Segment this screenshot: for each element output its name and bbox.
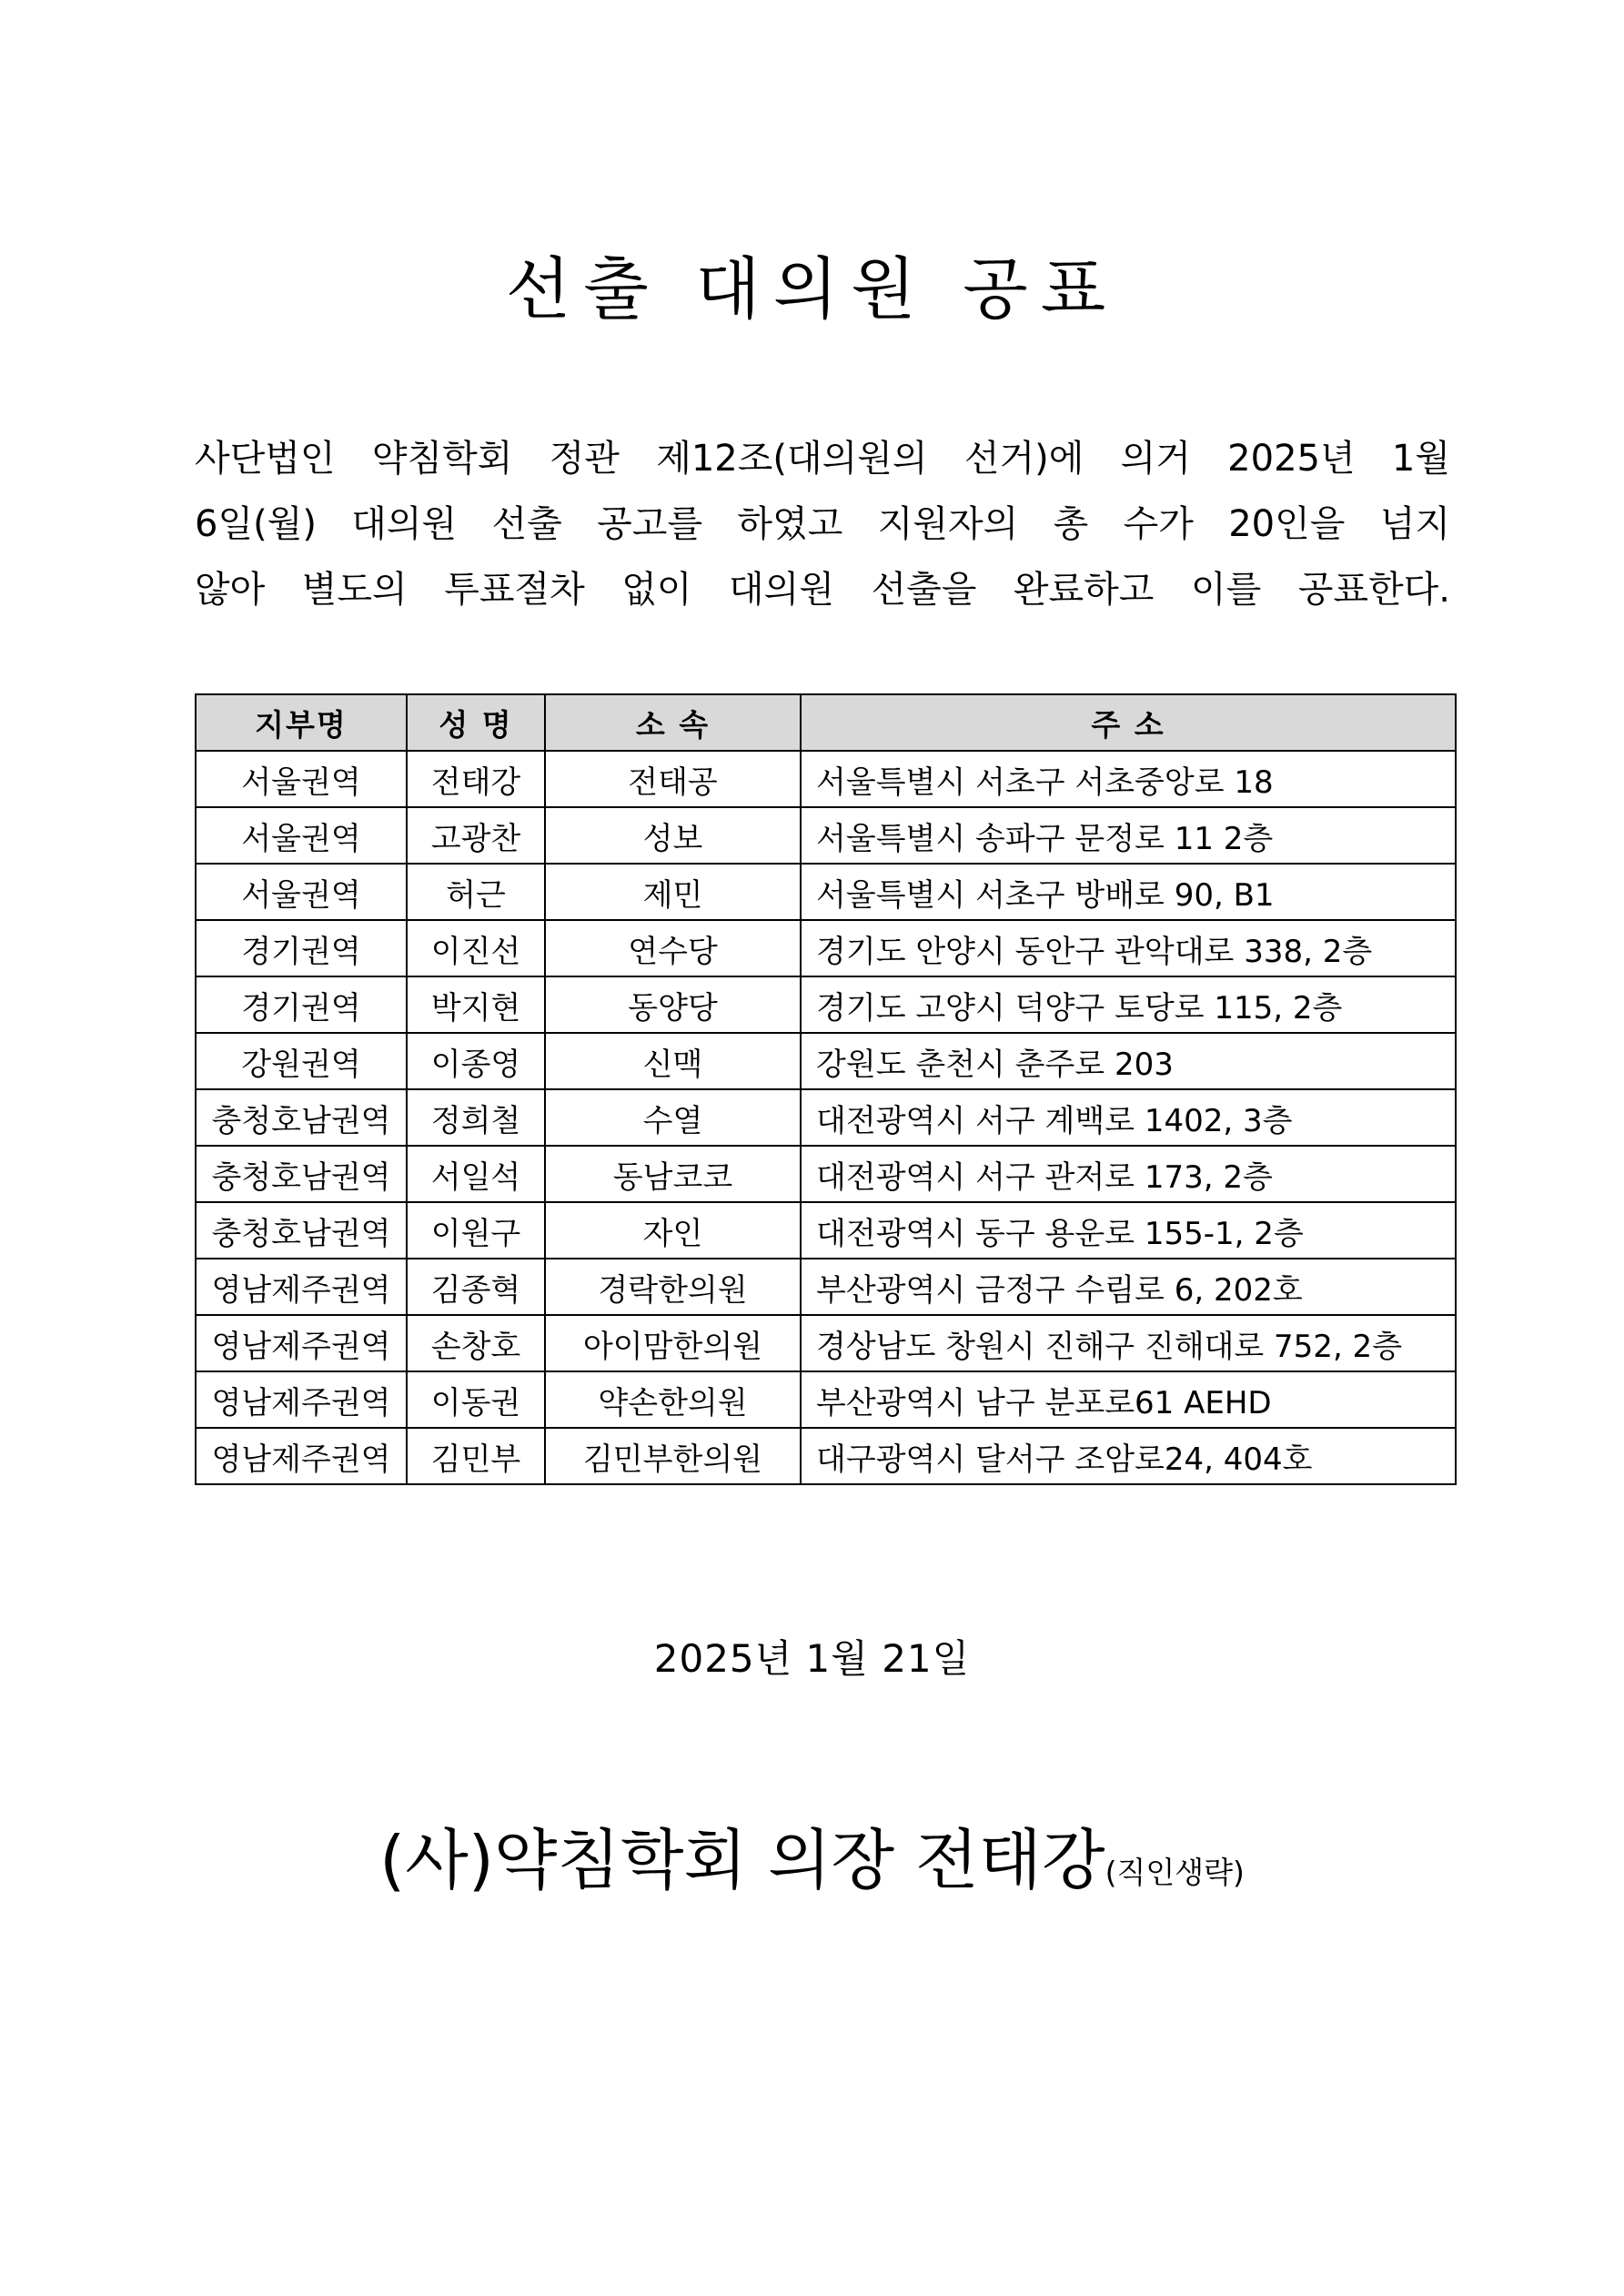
- cell-affiliation: 제민: [545, 864, 801, 920]
- cell-affiliation: 연수당: [545, 920, 801, 976]
- cell-affiliation: 아이맘한의원: [545, 1315, 801, 1371]
- table-header-row: [196, 694, 1456, 751]
- cell-branch: 강원권역: [196, 1033, 407, 1089]
- table-row: [196, 1202, 1456, 1259]
- cell-name: 김종혁: [407, 1259, 545, 1315]
- seal-omitted-note: (직인생략): [1105, 1855, 1245, 1890]
- cell-branch: 영남제주권역: [196, 1259, 407, 1315]
- cell-affiliation: 약손한의원: [545, 1371, 801, 1428]
- cell-name: 정희철: [407, 1089, 545, 1146]
- table-row: [196, 807, 1456, 864]
- cell-name: 이종영: [407, 1033, 545, 1089]
- table-row: [196, 1259, 1456, 1315]
- page-title: 선출 대의원 공표: [505, 250, 1119, 329]
- header-branch: 지부명: [196, 694, 407, 751]
- cell-name: 이동권: [407, 1371, 545, 1428]
- cell-name: 고광찬: [407, 807, 545, 864]
- cell-address: 대구광역시 달서구 조암로24, 404호: [801, 1428, 1456, 1484]
- table-row: [196, 1315, 1456, 1371]
- intro-paragraph: [195, 426, 1450, 622]
- signatory: (사)약침학회 의장 전태강: [379, 1822, 1105, 1898]
- cell-branch: 서울권역: [196, 864, 407, 920]
- header-address: 주 소: [801, 694, 1456, 751]
- cell-address: 부산광역시 금정구 수림로 6, 202호: [801, 1259, 1456, 1315]
- header-affiliation: 소 속: [545, 694, 801, 751]
- cell-address: 대전광역시 서구 관저로 173, 2층: [801, 1146, 1456, 1202]
- cell-branch: 영남제주권역: [196, 1371, 407, 1428]
- cell-name: 손창호: [407, 1315, 545, 1371]
- cell-branch: 경기권역: [196, 920, 407, 976]
- intro-line: 6일(월) 대의원 선출 공고를 하였고 지원자의 총 수가 20인을 넘지: [195, 503, 1450, 545]
- cell-affiliation: 김민부한의원: [545, 1428, 801, 1484]
- table-row: [196, 864, 1456, 920]
- announcement-date: 2025년 1월 21일: [653, 1636, 971, 1681]
- cell-name: 이원구: [407, 1202, 545, 1259]
- cell-address: 강원도 춘천시 춘주로 203: [801, 1033, 1456, 1089]
- cell-affiliation: 전태공: [545, 751, 801, 807]
- table-row: [196, 976, 1456, 1033]
- cell-address: 경상남도 창원시 진해구 진해대로 752, 2층: [801, 1315, 1456, 1371]
- cell-name: 김민부: [407, 1428, 545, 1484]
- cell-affiliation: 자인: [545, 1202, 801, 1259]
- cell-branch: 충청호남권역: [196, 1089, 407, 1146]
- cell-branch: 경기권역: [196, 976, 407, 1033]
- cell-name: 허근: [407, 864, 545, 920]
- cell-name: 이진선: [407, 920, 545, 976]
- table-row: [196, 1089, 1456, 1146]
- delegate-table: [195, 693, 1457, 1485]
- header-name: 성 명: [407, 694, 545, 751]
- signature-line: [0, 1807, 1624, 1902]
- cell-address: 서울특별시 서초구 서초중앙로 18: [801, 751, 1456, 807]
- cell-address: 경기도 고양시 덕양구 토당로 115, 2층: [801, 976, 1456, 1033]
- cell-address: 부산광역시 남구 분포로61 AEHD: [801, 1371, 1456, 1428]
- cell-branch: 충청호남권역: [196, 1202, 407, 1259]
- table-row: [196, 1371, 1456, 1428]
- cell-address: 대전광역시 서구 계백로 1402, 3층: [801, 1089, 1456, 1146]
- table-row: [196, 920, 1456, 976]
- cell-address: 대전광역시 동구 용운로 155-1, 2층: [801, 1202, 1456, 1259]
- cell-name: 박지현: [407, 976, 545, 1033]
- cell-branch: 영남제주권역: [196, 1315, 407, 1371]
- intro-line: 않아 별도의 투표절차 없이 대의원 선출을 완료하고 이를 공표한다.: [195, 569, 1450, 611]
- cell-name: 서일석: [407, 1146, 545, 1202]
- cell-affiliation: 수열: [545, 1089, 801, 1146]
- table-row: [196, 1428, 1456, 1484]
- cell-address: 서울특별시 서초구 방배로 90, B1: [801, 864, 1456, 920]
- cell-affiliation: 성보: [545, 807, 801, 864]
- cell-affiliation: 동남코코: [545, 1146, 801, 1202]
- cell-affiliation: 동양당: [545, 976, 801, 1033]
- cell-affiliation: 경락한의원: [545, 1259, 801, 1315]
- table-row: [196, 1033, 1456, 1089]
- cell-branch: 충청호남권역: [196, 1146, 407, 1202]
- cell-name: 전태강: [407, 751, 545, 807]
- table-row: [196, 1146, 1456, 1202]
- table-row: [196, 751, 1456, 807]
- cell-branch: 영남제주권역: [196, 1428, 407, 1484]
- cell-address: 경기도 안양시 동안구 관악대로 338, 2층: [801, 920, 1456, 976]
- cell-branch: 서울권역: [196, 807, 407, 864]
- cell-branch: 서울권역: [196, 751, 407, 807]
- intro-line: 사단법인 약침학회 정관 제12조(대의원의 선거)에 의거 2025년 1월: [195, 438, 1450, 480]
- cell-affiliation: 신맥: [545, 1033, 801, 1089]
- cell-address: 서울특별시 송파구 문정로 11 2층: [801, 807, 1456, 864]
